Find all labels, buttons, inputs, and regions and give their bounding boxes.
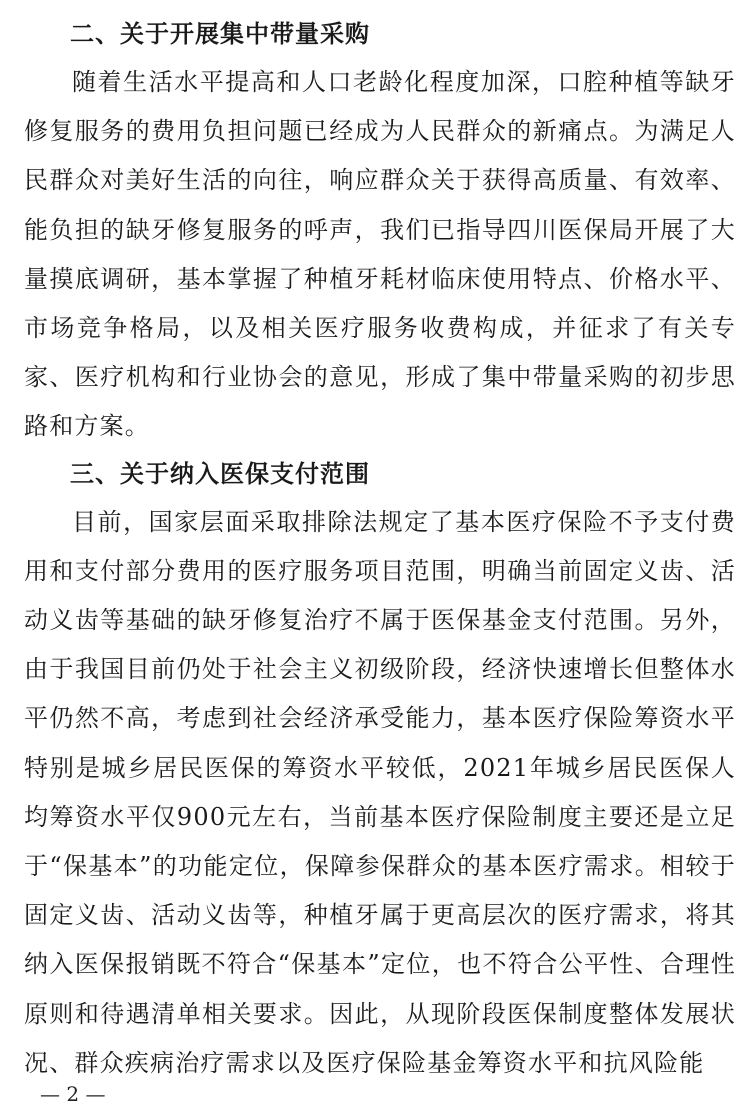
section-paragraph: 目前，国家层面采取排除法规定了基本医疗保险不予支付费用和支付部分费用的医疗服务项目范围，明确当前固定义齿、活动义齿等基础的缺牙修复治疗不属于医保基金支付范围。另外，由于我国目前仍处于社会主义初级阶段，经济快速增长但整体水平仍然不高，考虑到社会经济承受能力，基本医疗保险筹资水平特别是城乡居民医保的筹资水平较低，2021年城乡居民医保人均筹资水平仅900元左右，当前基本医疗保险制度主要还是立足于“保基本”的功能定位，保障参保群众的基本医疗需求。相较于固定义齿、活动义齿等，种植牙属于更高层次的医疗需求，将其纳入医保报销既不符合“保基本”定位，也不符合公平性、合理性原则和待遇清单相关要求。因此，从现阶段医保制度整体发展状况、群众疾病治疗需求以及医疗保险基金筹资水平和抗风险能 [24, 507, 736, 1077]
section-heading: 三、关于纳入医保支付范围 [70, 459, 370, 488]
page-number: — 2 — [40, 1082, 106, 1106]
section-group-purchasing [24, 14, 736, 452]
section-insurance-coverage [24, 454, 736, 1088]
section-heading: 二、关于开展集中带量采购 [70, 20, 370, 48]
document-page [24, 14, 736, 1088]
section-paragraph: 随着生活水平提高和人口老龄化程度加深，口腔种植等缺牙修复服务的费用负担问题已经成为人民群众的新痛点。为满足人民群众对美好生活的向往，响应群众关于获得高质量、有效率、能负担的缺牙修复服务的呼声，我们已指导四川医保局开展了大量摸底调研，基本掌握了种植牙耗材临床使用特点、价格水平、市场竞争格局，以及相关医疗服务收费构成，并征求了有关专家、医疗机构和行业协会的意见，形成了集中带量采购的初步思路和方案。 [24, 68, 736, 441]
